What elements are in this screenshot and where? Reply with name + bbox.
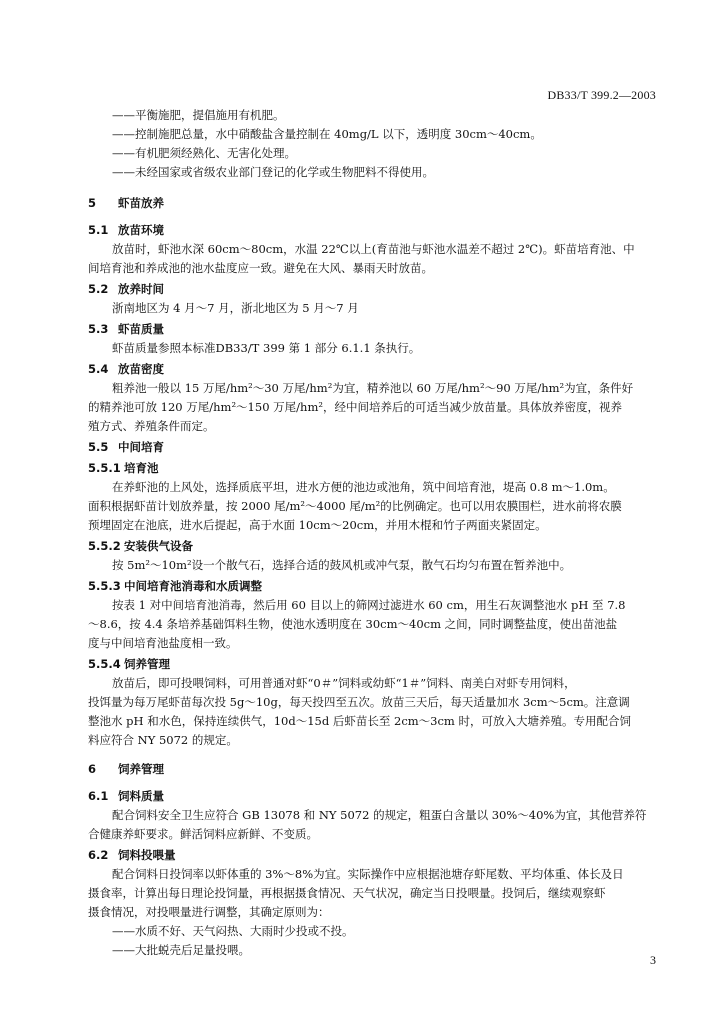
paragraph-line: 配合饲料安全卫生应符合 GB 13078 和 NY 5072 的规定，粗蛋白含量以 30%～40%为宜，其他营养符 (112, 808, 647, 822)
subsection-title: 饲料投喂量 (118, 848, 176, 862)
section-number: 5 (88, 196, 97, 210)
paragraph-line: 按 5m²～10m²设一个散气石，选择合适的鼓风机或冲气泵，散气石均匀布置在暂养池中。 (112, 558, 572, 572)
subsection-heading-5-5-1 (88, 459, 658, 478)
section-heading-5 (88, 194, 658, 213)
bullet-item: ——控制施肥总量，水中硝酸盐含量控制在 40mg/L 以下，透明度 30cm～40cm。 (112, 127, 542, 141)
subsection-number: 5.3 (88, 322, 109, 336)
paragraph-line: 面积根据虾苗计划放养量，按 2000 尾/m²～4000 尾/m²的比例确定。也可以用农膜围栏，进水前将农膜 (88, 499, 622, 513)
paragraph-line: 粗养池一般以 15 万尾/hm²～30 万尾/hm²为宜，精养池以 60 万尾/hm²～90 万尾/hm²为宜，条件好 (112, 381, 634, 395)
paragraph-6-1 (88, 806, 658, 844)
subsection-heading-5-5-2 (88, 537, 658, 556)
paragraph-line: 间培育池和养成池的池水盐度应一致。避免在大风、暴雨天时放苗。 (88, 261, 433, 275)
paragraph-5-5-3 (88, 596, 658, 653)
subsection-title: 培育池 (124, 461, 159, 475)
paragraph-line: 放苗时，虾池水深 60cm～80cm，水温 22℃以上(育苗池与虾池水温差不超过 2℃)。虾苗培育池、中 (112, 242, 635, 256)
paragraph-5-5-1 (88, 478, 658, 535)
bullet-item: ——有机肥须经熟化、无害化处理。 (112, 146, 296, 160)
subsection-number: 5.5 (88, 440, 109, 454)
section-heading-6 (88, 760, 658, 779)
bullet-item: ——水质不好、天气闷热、大雨时少投或不投。 (112, 924, 354, 938)
paragraph-line: 整池水 pH 和水色，保持连续供气，10d～15d 后虾苗长至 2cm～3cm 时，可放入大塘养殖。专用配合饲 (88, 714, 631, 728)
paragraph-5-1 (88, 240, 658, 278)
subsection-number: 6.2 (88, 848, 109, 862)
paragraph-line: 的精养池可放 120 万尾/hm²～150 万尾/hm²，经中间培养后的可适当减少放苗量。具体放养密度，视养 (88, 400, 622, 414)
subsection-title: 放养时间 (118, 282, 164, 296)
section-title: 虾苗放养 (118, 196, 164, 210)
subsection-title: 饲料质量 (118, 789, 164, 803)
paragraph-line: 预埋固定在池底，进水后提起，高于水面 10cm～20cm，并用木棍和竹子两面夹紧固定。 (88, 518, 547, 532)
paragraph-line: 殖方式、养殖条件而定。 (88, 419, 215, 433)
subsection-title: 虾苗质量 (118, 322, 164, 336)
paragraph-5-3 (88, 339, 658, 358)
paragraph-line: 料应符合 NY 5072 的规定。 (88, 733, 238, 747)
paragraph-line: 浙南地区为 4 月～7 月，浙北地区为 5 月～7 月 (112, 301, 359, 315)
subsection-number: 5.4 (88, 362, 109, 376)
subsection-title: 放苗密度 (118, 362, 164, 376)
subsection-heading-5-3 (88, 320, 658, 339)
subsection-title: 放苗环境 (118, 223, 164, 237)
bullet-item: ——平衡施肥，提倡施用有机肥。 (112, 108, 285, 122)
subsection-number: 5.5.2 (88, 539, 121, 553)
bullet-item: ——大批蜕壳后足量投喂。 (112, 943, 250, 957)
paragraph-line: 按表 1 对中间培育池消毒，然后用 60 目以上的筛网过滤进水 60 cm，用生石灰调整池水 pH 至 7.8 (112, 598, 626, 612)
paragraph-5-5-2 (88, 556, 658, 575)
subsection-heading-5-5-3 (88, 577, 658, 596)
paragraph-5-2 (88, 299, 658, 318)
subsection-number: 5.5.4 (88, 657, 121, 671)
paragraph-5-4 (88, 379, 658, 436)
section-title: 饲养管理 (118, 762, 164, 776)
subsection-heading-6-2 (88, 846, 658, 865)
bullet-item: ——未经国家或省级农业部门登记的化学或生物肥料不得使用。 (112, 165, 434, 179)
subsection-title: 中间培育池消毒和水质调整 (124, 579, 262, 593)
subsection-number: 5.5.3 (88, 579, 121, 593)
paragraph-line: ～8.6，按 4.4 条培养基础饵料生物，使池水透明度在 30cm～40cm 之间，同时调整盐度，使出苗池盐 (88, 617, 618, 631)
section-number: 6 (88, 762, 97, 776)
subsection-number: 6.1 (88, 789, 109, 803)
subsection-number: 5.5.1 (88, 461, 121, 475)
paragraph-line: 虾苗质量参照本标准DB33/T 399 第 1 部分 6.1.1 条执行。 (112, 341, 421, 355)
page-number: 3 (650, 953, 656, 967)
subsection-number: 5.1 (88, 223, 109, 237)
subsection-heading-5-1 (88, 221, 658, 240)
subsection-heading-5-2 (88, 280, 658, 299)
subsection-heading-5-5 (88, 438, 658, 457)
standard-number: DB33/T 399.2—2003 (547, 88, 656, 102)
paragraph-line: 合健康养虾要求。鲜活饲料应新鲜、不变质。 (88, 827, 318, 841)
subsection-title: 饲养管理 (124, 657, 170, 671)
subsection-heading-6-1 (88, 787, 658, 806)
bullet-list-top (88, 106, 658, 182)
paragraph-line: 在养虾池的上风处，选择质底平坦，进水方便的池边或池角，筑中间培育池，堤高 0.8 m～1.0m。 (112, 480, 615, 494)
paragraph-line: 摄食情况，对投喂量进行调整，其确定原则为： (88, 905, 330, 919)
paragraph-6-2 (88, 865, 658, 960)
paragraph-5-5-4 (88, 674, 658, 750)
subsection-heading-5-4 (88, 360, 658, 379)
paragraph-line: 摄食率，计算出每日理论投饲量，再根据摄食情况、天气状况，确定当日投喂量。投饲后，继续观察虾 (88, 886, 606, 900)
paragraph-line: 放苗后，即可投喂饲料，可用普通对虾“0＃”饲料或幼虾“1＃”饲料、南美白对虾专用饲料， (112, 676, 576, 690)
paragraph-line: 度与中间培育池盐度相一致。 (88, 636, 238, 650)
paragraph-line: 配合饲料日投饲率以虾体重的 3%～8%为宜。实际操作中应根据池塘存虾尾数、平均体重、体长及日 (112, 867, 624, 881)
subsection-title: 安装供气设备 (124, 539, 193, 553)
subsection-number: 5.2 (88, 282, 109, 296)
document-body (88, 106, 658, 961)
paragraph-line: 投饵量为每万尾虾苗每次投 5g～10g，每天投四至五次。放苗三天后，每天适量加水 3cm～5cm。注意调 (88, 695, 630, 709)
subsection-title: 中间培育 (118, 440, 164, 454)
subsection-heading-5-5-4 (88, 655, 658, 674)
